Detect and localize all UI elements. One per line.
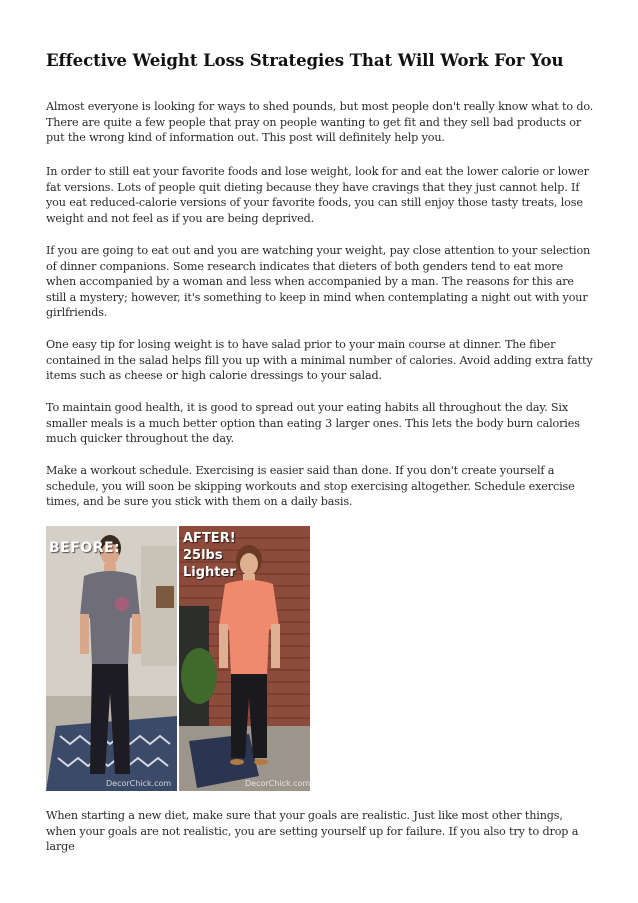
paragraph-1: Almost everyone is looking for ways to shed pounds, but most people don't really know what to do. There are quite a few people that pray on people wanting to get fit and they sell bad products or put the wrong kind of information out. This post will definitely help you. <box>46 100 594 145</box>
paragraph-7: When starting a new diet, make sure that your goals are realistic. Just like most other things, when your goals are not realistic, you are setting yourself up for failure. If you also try to drop a large <box>46 809 579 854</box>
before-after-photo <box>46 526 310 791</box>
watermark-left: DecorChick.com <box>106 779 172 788</box>
paragraph-4: One easy tip for losing weight is to have salad prior to your main course at dinner. The fiber contained in the salad helps fill you up with a minimal number of calories. Avoid adding extra fatty items such as cheese or high calorie dressings to your salad. <box>46 338 593 383</box>
paragraph-6: Make a workout schedule. Exercising is easier said than done. If you don't create yourself a schedule, you will soon be skipping workouts and stop exercising altogether. Schedule exercise times, and be sure you stick with them on a daily basis. <box>46 464 575 509</box>
after-panel <box>179 526 310 791</box>
paragraph-3: If you are going to eat out and you are watching your weight, pay close attention to your selection of dinner companions. Some research indicates that dieters of both genders tend to eat more when accompanied by a woman and less when accompanied by a man. The reasons for this are still a mystery; however, it's something to keep in mind when contemplating a night out with your girlfriends. <box>46 244 591 320</box>
before-panel <box>46 526 177 791</box>
paragraph-2: In order to still eat your favorite foods and lose weight, look for and eat the lower calorie or lower fat versions. Lots of people quit dieting because they have cravings that they just cannot help. If you eat reduced-calorie versions of your favorite foods, you can still enjoy those tasty treats, lose weight and not feel as if you are being deprived. <box>46 165 589 225</box>
page-title: Effective Weight Loss Strategies That Will Work For You <box>46 50 564 70</box>
before-scene-image <box>46 526 177 791</box>
before-label: BEFORE: <box>49 540 121 556</box>
after-label: AFTER! 25lbs Lighter <box>183 531 236 580</box>
watermark-right: DecorChick.com <box>245 779 310 788</box>
paragraph-5: To maintain good health, it is good to spread out your eating habits all throughout the day. Six smaller meals is a much better option than eating 3 larger ones. This lets the body burn calories much quicker throughout the day. <box>46 401 580 446</box>
